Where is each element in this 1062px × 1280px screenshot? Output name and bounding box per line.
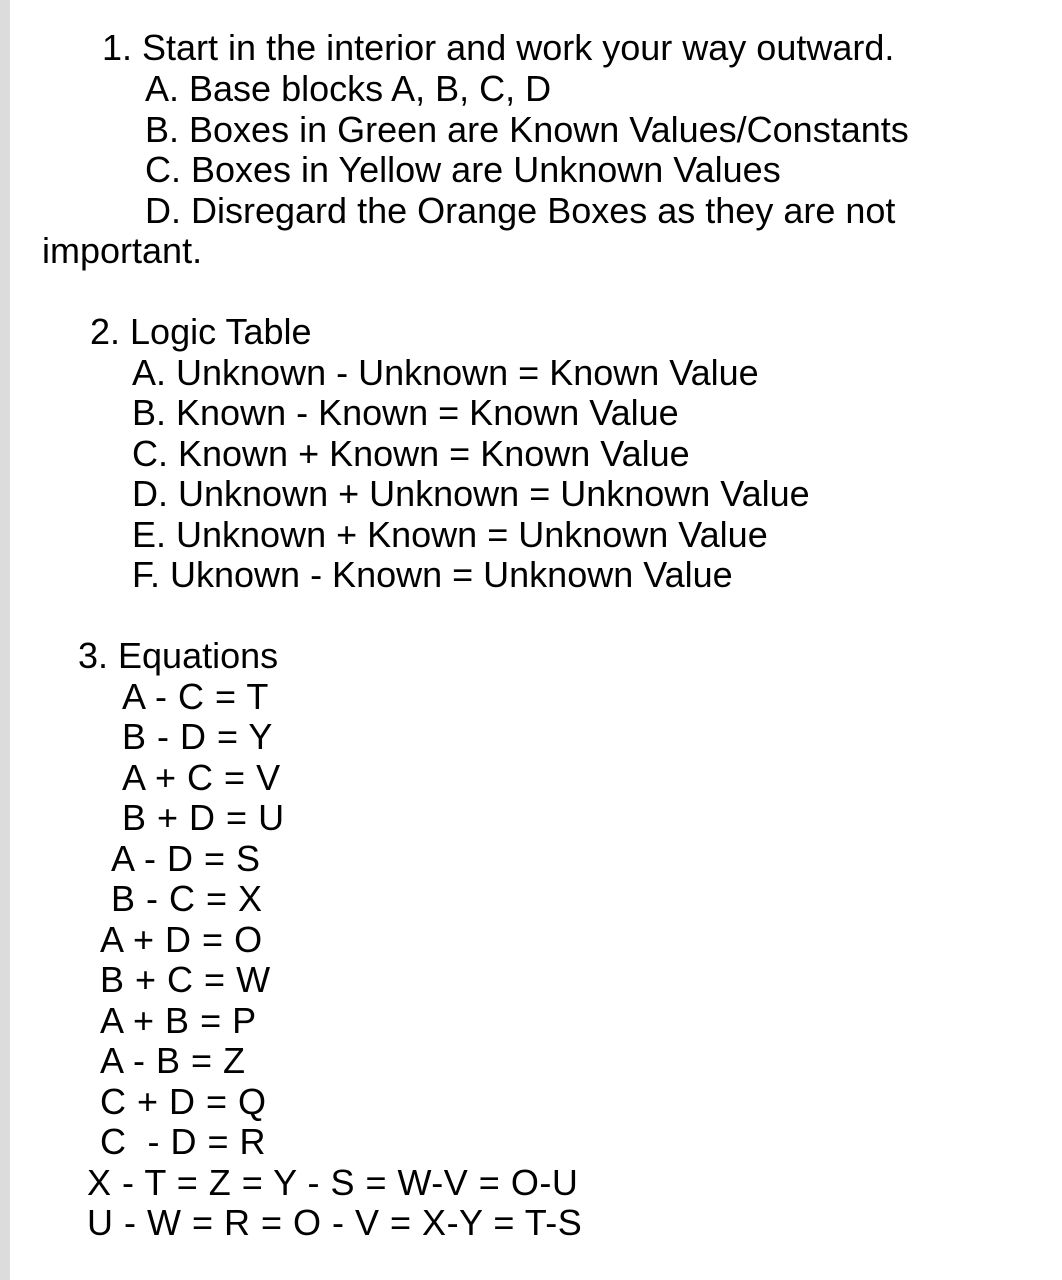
- section1-item-d: D. Disregard the Orange Boxes as they are not: [145, 190, 896, 231]
- equation-c-plus-d: C + D = Q: [100, 1081, 267, 1122]
- section1-item-b: B. Boxes in Green are Known Values/Constants: [145, 109, 909, 150]
- section1-item-c: C. Boxes in Yellow are Unknown Values: [145, 149, 781, 190]
- logic-table-item-f: F. Uknown - Known = Unknown Value: [132, 554, 733, 595]
- equation-b-plus-d: B + D = U: [122, 797, 285, 838]
- equation-a-plus-b: A + B = P: [100, 1000, 257, 1041]
- equation-b-minus-d: B - D = Y: [122, 716, 273, 757]
- equation-a-plus-d: A + D = O: [100, 919, 263, 960]
- equation-a-minus-d: A - D = S: [111, 838, 261, 879]
- section1-heading: 1. Start in the interior and work your way outward.: [102, 27, 895, 68]
- equation-a-minus-c: A - C = T: [122, 676, 269, 717]
- equation-chain-z: X - T = Z = Y - S = W-V = O-U: [87, 1162, 579, 1203]
- section1-item-d-continuation: important.: [42, 230, 203, 271]
- logic-table-item-d: D. Unknown + Unknown = Unknown Value: [132, 473, 810, 514]
- logic-table-item-e: E. Unknown + Known = Unknown Value: [132, 514, 768, 555]
- equation-c-minus-d: C - D = R: [100, 1121, 267, 1162]
- logic-table-item-a: A. Unknown - Unknown = Known Value: [132, 352, 759, 393]
- equation-b-minus-c: B - C = X: [111, 878, 263, 919]
- equation-a-minus-b: A - B = Z: [100, 1040, 246, 1081]
- equation-a-plus-c: A + C = V: [122, 757, 281, 798]
- logic-table-item-b: B. Known - Known = Known Value: [132, 392, 679, 433]
- section3-heading: 3. Equations: [78, 635, 279, 676]
- equation-chain-r: U - W = R = O - V = X-Y = T-S: [87, 1202, 583, 1243]
- section1-item-a: A. Base blocks A, B, C, D: [145, 68, 552, 109]
- equation-b-plus-c: B + C = W: [100, 959, 271, 1000]
- section2-heading: 2. Logic Table: [90, 311, 312, 352]
- logic-table-item-c: C. Known + Known = Known Value: [132, 433, 690, 474]
- page-left-edge: [0, 0, 10, 1280]
